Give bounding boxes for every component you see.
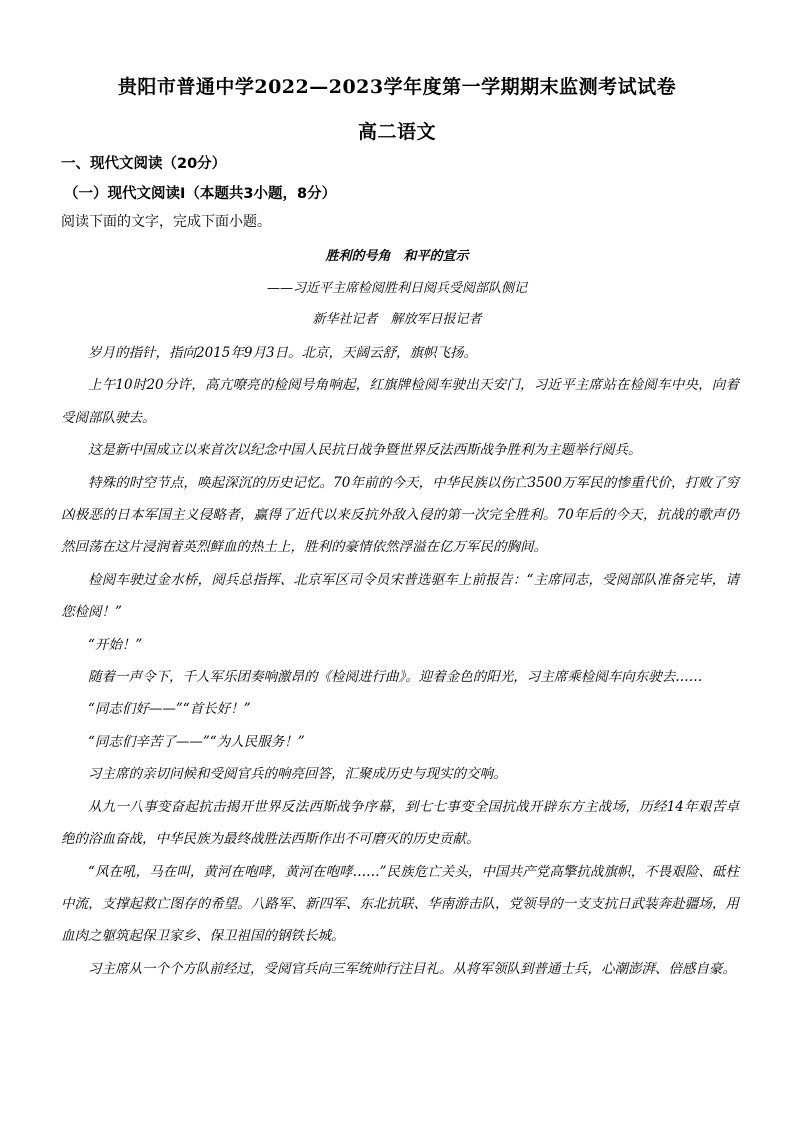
article-paragraph: 岁月的指针，指向2015年9月3日。北京，天阔云舒，旗帜飞扬。	[88, 345, 478, 361]
article-paragraph: 随着一声令下，千人军乐团奏响激昂的《检阅进行曲》。迎着金色的阳光，习主席乘检阅车向东驶去……	[88, 669, 703, 686]
article-body	[61, 337, 739, 985]
article-paragraph: 习主席的亲切问候和受阅官兵的响亮回答，汇聚成历史与现实的交响。	[88, 766, 507, 783]
article-subtitle: ——习近平主席检阅胜利日阅兵受阅部队侧记	[266, 281, 527, 296]
article-paragraph: “风在吼，马在叫，黄河在咆哮，黄河在咆哮……”民族危亡关头，中国共产党高擎抗战旗帜，不畏艰险、砥柱中流，支撑起救亡图存的希望。八路军、新四军、东北抗联、华南游击队，党领导的一支支抗日武装奔赴疆场，用血肉之躯筑起保卫家乡、保卫祖国的钢铁长城。	[61, 863, 739, 945]
section-heading: 一、现代文阅读（20分）	[61, 156, 227, 172]
article-byline: 新华社记者 解放军日报记者	[312, 312, 482, 327]
article-paragraph: “开始！”	[88, 636, 143, 653]
exam-subject: 高二语文	[357, 121, 436, 143]
reading-instruction: 阅读下面的文字，完成下面小题。	[61, 214, 271, 230]
article-paragraph: 习主席从一个个方队前经过，受阅官兵向三军统帅行注目礼。从将军领队到普通士兵，心潮澎湃、倍感自豪。	[88, 960, 736, 977]
article-paragraph: 检阅车驶过金水桥，阅兵总指挥、北京军区司令员宋普选驱车上前报告：“主席同志，受阅部队准备完毕，请您检阅！”	[61, 571, 739, 621]
exam-title: 贵阳市普通中学2022—2023学年度第一学期期末监测考试试卷	[117, 76, 677, 98]
article-title: 胜利的号角 和平的宣示	[325, 249, 469, 264]
article-paragraph: 特殊的时空节点，唤起深沉的历史记忆。70年前的今天，中华民族以伤亡3500万军民的惨重代价，打败了穷凶极恶的日本军国主义侵略者，赢得了近代以来反抗外敌入侵的第一次完全胜利。70年后的今天，抗战的歌声仍然回荡在这片浸润着英烈鲜血的热土上，胜利的豪情依然浮溢在亿万军民的胸间。	[61, 474, 739, 556]
article-paragraph: 这是新中国成立以来首次以纪念中国人民抗日战争暨世界反法西斯战争胜利为主题举行阅兵。	[88, 442, 642, 459]
section-subheading: （一）现代文阅读Ⅰ（本题共3小题，8分）	[64, 186, 337, 202]
article-paragraph: 从九一八事变奋起抗击揭开世界反法西斯战争序幕，到七七事变全国抗战开辟东方主战场，历经14年艰苦卓绝的浴血奋战，中华民族为最终战胜法西斯作出不可磨灭的历史贡献。	[61, 798, 739, 848]
article-paragraph: 上午10时20分许，高亢嘹亮的检阅号角响起，红旗牌检阅车驶出天安门，习近平主席站在检阅车中央，向着受阅部队驶去。	[61, 377, 739, 426]
article-paragraph: “同志们辛苦了——”“为人民服务！”	[88, 733, 305, 750]
article-paragraph: “同志们好——”“首长好！”	[88, 701, 251, 718]
